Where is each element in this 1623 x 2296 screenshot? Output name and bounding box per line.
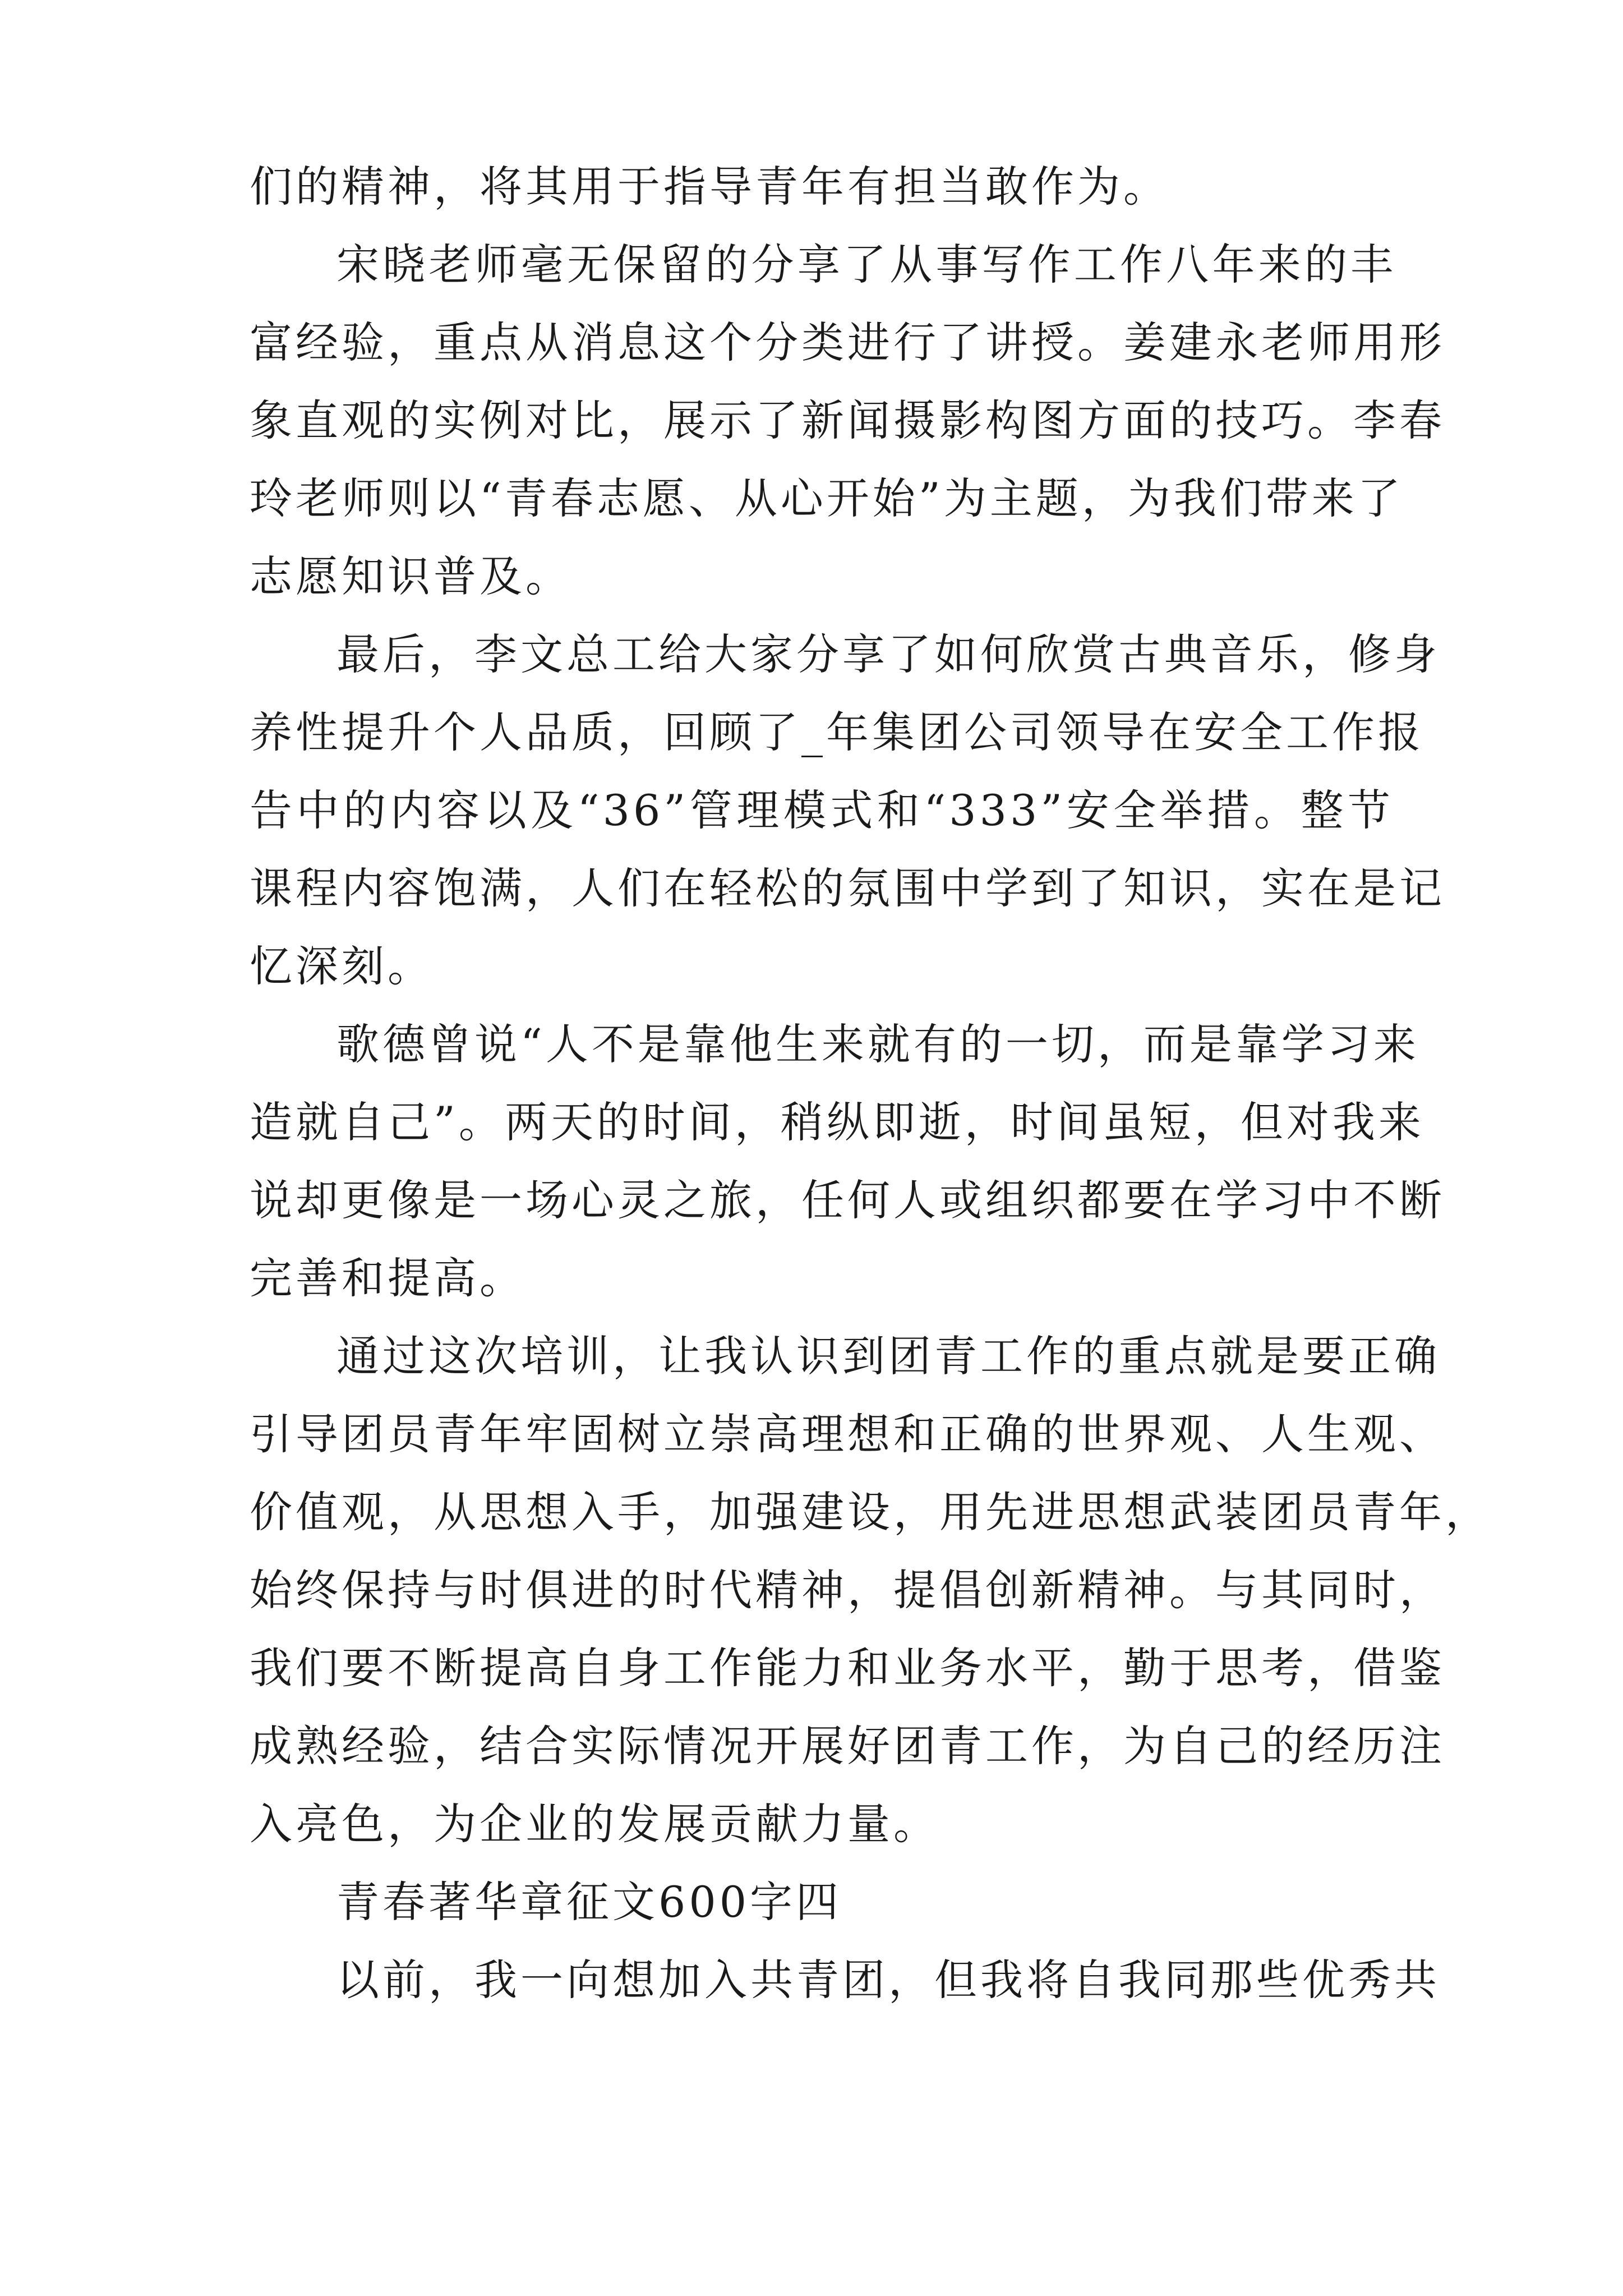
text-line: 完善和提高。 <box>250 1253 525 1303</box>
text-line: 告中的内容以及“36”管理模式和“333”安全举措。整节 <box>250 785 1394 835</box>
text-line: 养性提升个人品质，回顾了_年集团公司领导在安全工作报 <box>250 707 1424 757</box>
text-line: 引导团员青年牢固树立崇高理想和正确的世界观、人生观、 <box>250 1409 1445 1459</box>
text-line: 以前，我一向想加入共青团，但我将自我同那些优秀共 <box>336 1955 1440 2005</box>
text-line: 说却更像是一场心灵之旅，任何人或组织都要在学习中不断 <box>250 1175 1445 1225</box>
text-line: 我们要不断提高自身工作能力和业务水平，勤于思考，借鉴 <box>250 1643 1445 1693</box>
text-line: 最后，李文总工给大家分享了如何欣赏古典音乐，修身 <box>336 629 1440 679</box>
text-line: 入亮色，为企业的发展贡献力量。 <box>250 1799 939 1849</box>
text-line: 象直观的实例对比，展示了新闻摄影构图方面的技巧。李春 <box>250 395 1445 445</box>
text-line: 玲老师则以“青春志愿、从心开始”为主题，为我们带来了 <box>250 473 1404 523</box>
text-line: 始终保持与时俱进的时代精神，提倡创新精神。与其同时， <box>250 1565 1445 1615</box>
text-line: 宋晓老师毫无保留的分享了从事写作工作八年来的丰 <box>336 240 1396 289</box>
text-line: 通过这次培训，让我认识到团青工作的重点就是要正确 <box>336 1331 1440 1381</box>
text-line: 成熟经验，结合实际情况开展好团青工作，为自己的经历注 <box>250 1721 1445 1771</box>
text-line: 造就自己”。两天的时间，稍纵即逝，时间虽短，但对我来 <box>250 1097 1424 1147</box>
text-line: 价值观，从思想入手，加强建设，用先进思想武装团员青年， <box>250 1487 1491 1537</box>
text-line: 们的精神，将其用于指导青年有担当敢作为。 <box>250 162 1169 211</box>
text-line: 志愿知识普及。 <box>250 551 571 601</box>
text-line: 忆深刻。 <box>250 941 434 991</box>
text-line: 歌德曾说“人不是靠他生来就有的一切，而是靠学习来 <box>336 1019 1419 1069</box>
text-line: 富经验，重点从消息这个分类进行了讲授。姜建永老师用形 <box>250 318 1445 367</box>
text-line: 课程内容饱满，人们在轻松的氛围中学到了知识，实在是记 <box>250 863 1445 913</box>
text-line: 青春著华章征文600字四 <box>336 1877 842 1927</box>
